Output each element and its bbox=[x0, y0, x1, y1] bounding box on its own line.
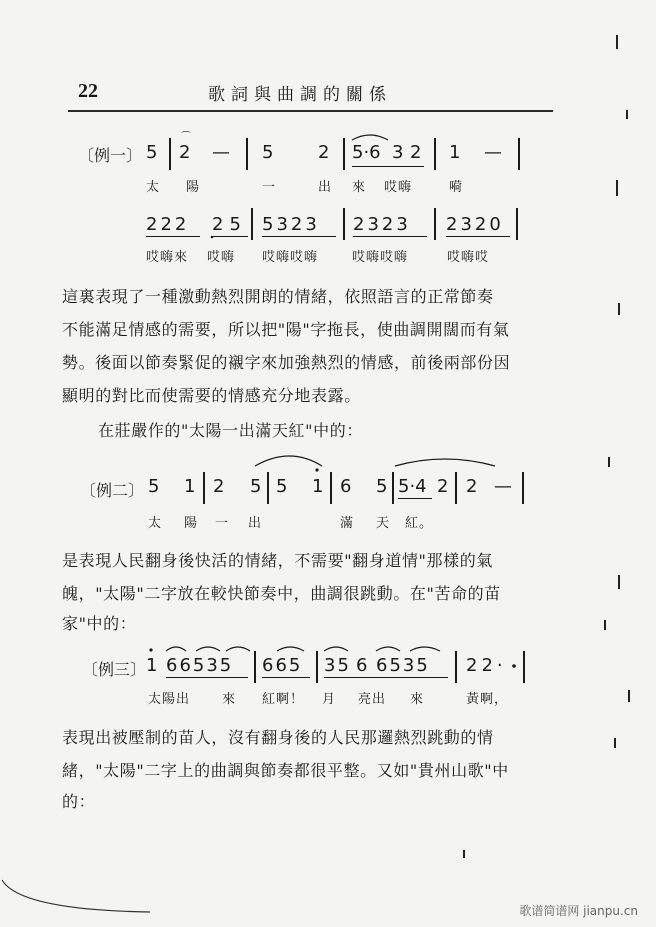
ex1-lyric: 出 bbox=[318, 180, 333, 195]
ex1-note: 5 bbox=[262, 142, 274, 163]
ex3-lyric: 黃啊， bbox=[466, 692, 509, 707]
body-paragraph-line: 魄，"太陽"二字放在較快節奏中，曲調很跳動。在"苦命的苗 bbox=[62, 584, 501, 603]
ex1-note: 5·6 bbox=[352, 142, 381, 163]
example2-label: 〔例二〕 bbox=[80, 481, 145, 500]
ex2-note: 1 bbox=[184, 476, 196, 497]
slur bbox=[255, 456, 322, 466]
slur bbox=[395, 459, 495, 466]
ex1-note: — bbox=[212, 142, 230, 163]
running-header-title: 歌詞與曲調的關係 bbox=[208, 85, 392, 105]
ex1-lyric: 哎嗨 bbox=[207, 250, 236, 265]
slur bbox=[196, 647, 220, 651]
ex2-lyric: 滿 bbox=[340, 516, 355, 531]
ex2-lyric: 太 bbox=[148, 516, 163, 531]
ex3-lyric: 太陽出 bbox=[148, 692, 191, 707]
ex1-note: — bbox=[484, 142, 502, 163]
scan-mark bbox=[616, 35, 618, 49]
body-paragraph-line: 家"中的： bbox=[62, 614, 137, 633]
slur bbox=[226, 647, 250, 651]
ex1-note: 3 bbox=[392, 142, 404, 163]
scan-mark bbox=[626, 110, 628, 119]
ex3-lyric: 紅啊！ bbox=[262, 692, 305, 707]
scan-mark bbox=[616, 180, 618, 196]
ex1-row2-notes: 5323 bbox=[262, 214, 320, 235]
ex1-note: 1 bbox=[449, 142, 461, 163]
body-paragraph-line: 的： bbox=[62, 792, 96, 811]
ex2-lyric: 天 bbox=[376, 516, 391, 531]
slur bbox=[376, 647, 400, 651]
low-octave-dot bbox=[211, 236, 214, 239]
ex3-lyric: 月 bbox=[322, 692, 337, 707]
ex3-note: 35 bbox=[324, 655, 351, 676]
ex2-note: 5 bbox=[276, 476, 288, 497]
ex3-note: 6535 bbox=[376, 655, 430, 676]
ex1-lyric: 太 bbox=[146, 180, 161, 195]
ex2-note: 1 bbox=[312, 476, 324, 497]
scan-mark bbox=[618, 303, 620, 315]
example1-label: 〔例一〕 bbox=[78, 146, 143, 165]
slur bbox=[166, 647, 186, 651]
ex1-lyric: 來 bbox=[352, 180, 367, 195]
ex2-lyric: 一 bbox=[215, 516, 230, 531]
ex3-note: 665 bbox=[262, 655, 303, 676]
ex1-lyric: 哎嗨哎嗨 bbox=[352, 250, 409, 265]
ex2-note: 2 bbox=[213, 476, 225, 497]
body-paragraph-line: 顯明的對比而使需要的情感充分地表露。 bbox=[62, 386, 361, 405]
octave-dot bbox=[315, 468, 318, 471]
scan-mark bbox=[463, 850, 465, 858]
ex1-note: 2 bbox=[179, 142, 191, 163]
ex2-note: 6 bbox=[340, 476, 352, 497]
ex2-note: 5 bbox=[376, 476, 388, 497]
ex2-note: 5 bbox=[148, 476, 160, 497]
ex1-lyric: 哎嗨哎嗨 bbox=[262, 250, 319, 265]
ex1-note: 2 bbox=[318, 142, 330, 163]
body-paragraph-line: 表現出被壓制的苗人，沒有翻身後的人民那邏熱烈跳動的情 bbox=[62, 728, 494, 747]
body-paragraph-line: 緒，"太陽"二字上的曲調與節奏都很平整。又如"貴州山歌"中 bbox=[62, 761, 509, 780]
ex1-note: 2 bbox=[410, 142, 422, 163]
ex2-note: 5 bbox=[250, 476, 262, 497]
page-number: 22 bbox=[78, 80, 98, 102]
slur bbox=[324, 647, 348, 651]
ex3-note: 1 bbox=[146, 655, 158, 676]
slur bbox=[352, 135, 388, 140]
ex1-lyric: 陽 bbox=[186, 180, 201, 195]
example3-label: 〔例三〕 bbox=[82, 660, 147, 679]
ex2-note: 2 bbox=[466, 476, 478, 497]
page-edge-curve bbox=[0, 870, 160, 927]
ex2-lyric: 陽 bbox=[184, 516, 199, 531]
scan-mark bbox=[604, 620, 606, 630]
scan-mark bbox=[628, 690, 630, 702]
ex2-lyric: 紅。 bbox=[405, 516, 434, 531]
ex3-lyric: 來 bbox=[222, 692, 237, 707]
octave-dot bbox=[149, 648, 152, 651]
ex3-lyric: 來 bbox=[410, 692, 425, 707]
scan-mark bbox=[614, 738, 616, 748]
fermata-mark: ⌒ bbox=[181, 132, 191, 143]
ex1-lyric: 一 bbox=[262, 180, 277, 195]
ex2-lyric: 出 bbox=[248, 516, 263, 531]
ex1-row2-notes: 25 bbox=[212, 214, 247, 235]
watermark: 歌谱简谱网 jianpu.cn bbox=[519, 904, 638, 918]
slur bbox=[410, 647, 440, 651]
ex1-row2-notes: 2320 bbox=[446, 214, 504, 235]
ex1-lyric: 哎嗨來 bbox=[146, 250, 189, 265]
body-paragraph-line: 是表現人民翻身後快活的情緒，不需要"翻身道情"那樣的氣 bbox=[62, 551, 493, 570]
scan-mark bbox=[618, 575, 620, 589]
ex1-lyric: 嗬 bbox=[449, 180, 464, 195]
ex2-note: — bbox=[494, 476, 512, 497]
ex1-lyric: 哎嗨 bbox=[384, 180, 413, 195]
ex3-lyric: 亮出 bbox=[358, 692, 387, 707]
ex2-note: 5·4 bbox=[398, 476, 427, 497]
ex1-lyric: 哎嗨哎 bbox=[447, 250, 490, 265]
ex1-note: 5 bbox=[146, 142, 158, 163]
body-paragraph-line: 在莊嚴作的"太陽一出滿天紅"中的： bbox=[98, 421, 363, 440]
ex3-note: 22· bbox=[466, 655, 507, 676]
body-paragraph-line: 這裏表現了一種激動熱烈開朗的情緒，依照語言的正常節奏 bbox=[62, 287, 494, 306]
ex1-row2-notes: 222 bbox=[146, 214, 190, 235]
scan-mark bbox=[608, 457, 610, 467]
ex3-note: 66535 bbox=[166, 655, 234, 676]
staccato-dot bbox=[512, 664, 516, 668]
ex3-note: 6 bbox=[356, 655, 368, 676]
slur bbox=[277, 647, 304, 651]
ex2-note: 2 bbox=[437, 476, 449, 497]
body-paragraph-line: 勢。後面以節奏緊促的襯字來加強熱烈的情感，前後兩部份因 bbox=[62, 353, 511, 372]
body-paragraph-line: 不能滿足情感的需要，所以把"陽"字拖長，使曲調開闊而有氣 bbox=[62, 320, 510, 339]
ex1-row2-notes: 2323 bbox=[353, 214, 411, 235]
